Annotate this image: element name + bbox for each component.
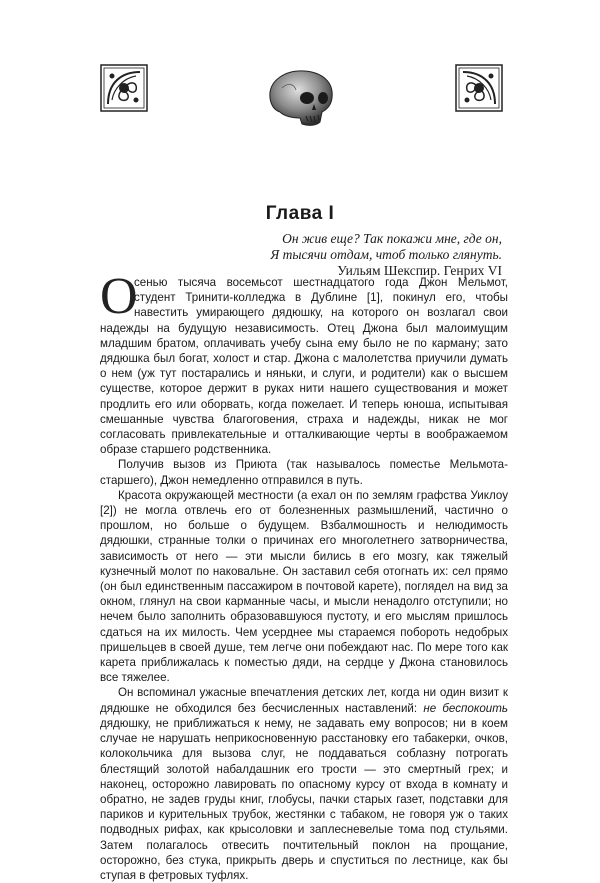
corner-ornament-right	[455, 64, 503, 112]
emphasis: не беспокоить	[423, 701, 508, 715]
skull-illustration	[262, 68, 340, 128]
epigraph-line-2: Я тысячи отдам, чтоб только глянуть.	[270, 247, 502, 262]
corner-ornament-left	[100, 64, 148, 112]
paragraph-4: Он вспоминал ужасные впечатления детских лет, когда ни один визит к дядюшке не обходился без бесчисленных наставлений: не беспокоить дядюшку, не приближаться к нему, не задавать ему вопросов; ни в коем случае не нарушать неприкосновенную расстановку его табакерки, очков, колокольчика для вызова слуг, не поддаваться соблазну потрогать блестящий золотой набалдашник его трости — это смертный грех; и наконец, осторожно лавировать по опасному курсу от входа в комнату и обратно, не задев груды книг, глобусы, пачки старых газет, подставки для париков и курительных трубок, жестянки с табаком, не говоря уж о таких подводных рифах, как крысоловки и заплесневелые тома под стульями. Затем полагалось отвесить почтительный поклон на прощание, осторожно, без стука, прикрыть дверь и спуститься по лестнице, как бы ступая в фетровых туфлях.	[100, 686, 508, 882]
drop-cap: О	[100, 268, 138, 325]
chapter-title: Глава I	[265, 203, 335, 224]
epigraph-line-1: Он жив еще? Так покажи мне, где он,	[282, 231, 502, 246]
epigraph	[270, 231, 502, 279]
epigraph-attribution: Уильям Шекспир. Генрих VI	[337, 263, 502, 278]
paragraph-3: Красота окружающей местности (а ехал он по землям графства Уиклоу [2]) не могла отвлечь его от болезненных размышлений, частично о прошлом, но больше о будущем. Взбалмошность и нелюдимость дядюшки, странные толки о причинах его многолетнего затворничества, зависимость от него — эти мысли бились в его мозгу, как тяжелый кузнечный молот по наковальне. Он заставил себя отогнать их: сел прямо (он был единственным пассажиром в почтовой карете), поглядел на вид за окном, глянул на свои карманные часы, и мысли ненадолго отступили; но нечем было заполнить образовавшуюся пустоту, и его мыслям пришлось сдаться на их милость. Чем усерднее мы стараемся побороть недобрых пришельцев в своей душе, тем легче они побеждают нас. По мере того как карета приближалась к поместью дяди, на сердце у Джона становилось все тяжелее.	[100, 488, 508, 685]
paragraph-1: О сенью тысяча восемьсот шестнадцатого года Джон Мельмот, студент Тринити-колледжа в Дублине [1], покинул его, чтобы навестить умирающего дядюшку, на которого он возлагал свои надежды на будущую независимость. Отец Джона был малоимущим младшим братом, оплачивать учебу сына ему было не по карману; зато дядюшка был богат, холост и стар. Джона с малолетства приучили думать о нем (уж тут постарались и няньки, и слуги, и родители) как о высшем существе, которое держит в руках нити нашего существования и может продлить его или оборвать, когда пожелает. И теперь юноша, испытывая смешанные чувства благоговения, страха и надежды, никак не мог согласовать привлекательные и отталкивающие черты в воображаемом образе старшего родственника.	[100, 268, 508, 457]
paragraph-2: Получив вызов из Приюта (так называлось поместье Мельмота-старшего), Джон немедленно отправился в путь.	[100, 458, 508, 487]
